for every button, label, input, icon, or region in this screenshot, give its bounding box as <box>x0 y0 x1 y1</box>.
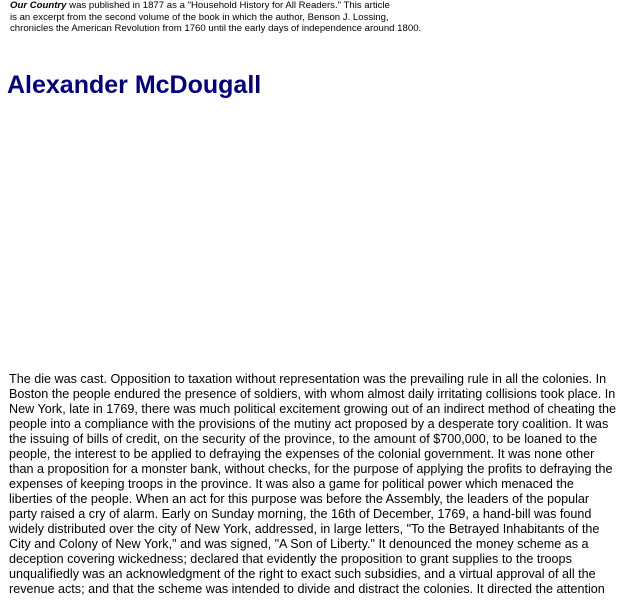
article-line: Boston the people endured the presence of soldiers, with whom almost daily irritating collisions took place. In <box>9 387 616 401</box>
article-line: liberties of the people. When an act for this purpose was before the Assembly, the leaders of the popular <box>9 492 590 506</box>
intro-line-3: chronicles the American Revolution from 1760 until the early days of independence around 1800. <box>10 23 422 34</box>
article-line: people into a compliance with the provisions of the mutiny act proposed by a desperate tory coalition. It was <box>9 417 609 431</box>
article-line: expenses of keeping troops in the province. It was also a game for political power which menaced the <box>9 477 574 491</box>
article-line: The die was cast. Opposition to taxation without representation was the prevailing rule in all the colonies. In <box>9 372 607 386</box>
intro-line-1-text: was published in 1877 as a "Household History for All Readers." This article <box>66 0 390 11</box>
article-line: New York, late in 1769, there was much political excitement growing out of an indirect method of cheating the <box>9 402 616 416</box>
article-line: than a proposition for a monster bank, without checks, for the purpose of applying the profits to defraying the <box>9 462 613 476</box>
intro-line-1 <box>10 0 610 12</box>
article-line: widely distributed over the city of New York, addressed, in large letters, "To the Betrayed Inhabitants of the <box>9 522 600 536</box>
article-heading: Alexander McDougall <box>7 71 262 99</box>
article-line: revenue acts; and that the scheme was intended to divide and distract the colonies. It directed the attention <box>9 582 605 596</box>
article-line: City and Colony of New York," and was signed, "A Son of Liberty." It denounced the money scheme as a <box>9 537 589 551</box>
article-line: party raised a cry of alarm. Early on Sunday morning, the 16th of December, 1769, a hand-bill was found <box>9 507 592 521</box>
article-line: the issuing of bills of credit, on the security of the province, to the amount of $700,000, to be loaned to the <box>9 432 598 446</box>
intro-line-2: is an excerpt from the second volume of the book in which the author, Benson J. Lossing, <box>10 11 389 23</box>
intro-note <box>10 0 610 35</box>
article-line: unqualifiedly was an acknowledgment of the right to exact such subsidies, and a virtual approval of all the <box>9 567 596 581</box>
article-line: people, the interest to be applied to defraying the expenses of the colonial government. It was none other <box>9 447 595 461</box>
article-body <box>9 372 615 597</box>
book-title: Our Country <box>10 0 67 11</box>
article-line: deception covering wickedness; declared that evidently the proposition to grant supplies to the troops <box>9 552 572 566</box>
